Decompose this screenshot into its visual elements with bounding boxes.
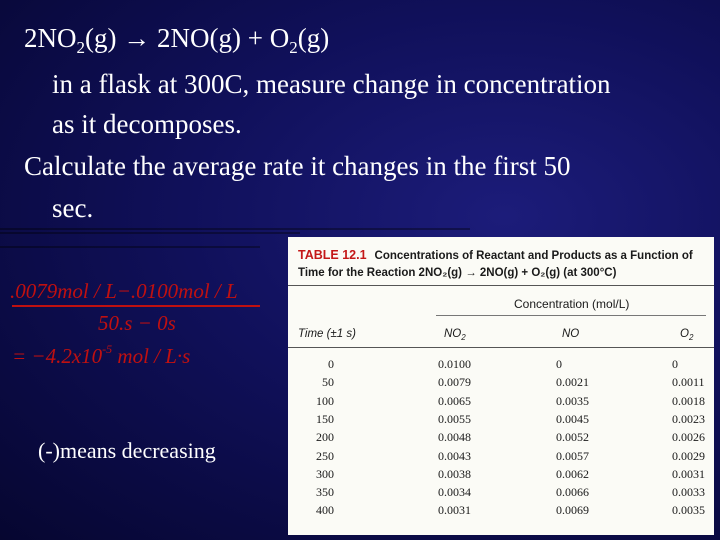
column-header-o2: $O_2$: [680, 328, 694, 342]
table-rule: [288, 347, 714, 348]
arrow-icon: →: [123, 23, 151, 53]
table-cell-no2: 0.0034: [438, 485, 471, 500]
table-cell-no2: 0.0043: [438, 448, 471, 463]
table-cell-no2: 0.0079: [438, 375, 471, 390]
table-cell-time: 350: [316, 485, 334, 500]
description-line-2: as it decomposes.: [52, 109, 242, 139]
table-caption: [298, 247, 708, 282]
table-cell-no: 0.0021: [556, 375, 589, 390]
table-cell-o2: 0.0023: [672, 411, 705, 426]
table-cell-time: 200: [316, 430, 334, 445]
table-title-line-2: Time for the Reaction 2NO₂(g) → 2NO(g) + O₂(g) (at 300°C): [298, 267, 617, 279]
table-cell-time: 100: [316, 393, 334, 408]
table-cell-no2: 0.0038: [438, 466, 471, 481]
table-cell-no2: 0.0055: [438, 411, 471, 426]
table-cell-o2: 0: [672, 357, 678, 371]
table-id: TABLE 12.1: [298, 248, 367, 262]
table-cell-o2: 0.0018: [672, 393, 705, 408]
table-cell-no: 0.0052: [556, 430, 589, 445]
column-header-no2: $NO_2$: [444, 328, 466, 342]
table-cell-time: 50: [322, 375, 334, 390]
background-streak: [0, 232, 300, 234]
rate-denominator: 50.s − 0s: [98, 311, 176, 335]
table-rule: [436, 315, 706, 316]
table-cell-o2: 0.0029: [672, 448, 705, 463]
table-cell-time: 300: [316, 466, 334, 481]
table-cell-o2: 0.0026: [672, 430, 705, 445]
table-cell-no: 0.0035: [556, 393, 589, 408]
background-streak: [0, 246, 260, 248]
fraction-bar: [12, 305, 260, 307]
table-cell-no: 0: [556, 357, 562, 371]
table-cell-o2: 0.0011: [672, 375, 705, 390]
table-cell-no2: 0.0100: [438, 357, 471, 371]
table-cell-o2: 0.0035: [672, 503, 705, 518]
table-cell-no: 0.0069: [556, 503, 589, 518]
table-cell-time: 150: [316, 411, 334, 426]
table-cell-no2: 0.0065: [438, 393, 471, 408]
reaction-equation: $2NO_2(g) \to 2NO(g) + O_2(g)$: [24, 23, 330, 57]
rate-result: = $-4.2x10^{-5}$ mol / L·s: [12, 342, 191, 368]
column-header-no: NO: [562, 328, 580, 340]
concentration-table: [288, 237, 714, 535]
background-streak: [0, 228, 470, 230]
table-cell-no: 0.0057: [556, 448, 589, 463]
table-cell-no2: 0.0048: [438, 430, 471, 445]
table-cell-o2: 0.0031: [672, 466, 705, 481]
table-cell-no: 0.0045: [556, 411, 589, 426]
description-line-1: in a flask at 300C, measure change in concentration: [52, 69, 611, 99]
table-cell-o2: 0.0033: [672, 485, 705, 500]
table-cell-time: 250: [316, 448, 334, 463]
concentration-header: Concentration (mol/L): [514, 297, 630, 311]
table-cell-time: 0: [328, 357, 334, 371]
table-title-line-1: Concentrations of Reactant and Products as a Function of: [374, 250, 693, 262]
table-cell-no: 0.0062: [556, 466, 589, 481]
table-cell-no: 0.0066: [556, 485, 589, 500]
table-cell-no2: 0.0031: [438, 503, 471, 518]
question-line-1: Calculate the average rate it changes in the first 50: [24, 151, 571, 181]
table-rule: [288, 285, 714, 286]
question-line-2: sec.: [52, 193, 94, 223]
table-cell-time: 400: [316, 503, 334, 518]
column-header-time: Time (±1 s): [298, 328, 356, 340]
rate-numerator: .0079mol / L−.0100mol / L: [10, 279, 238, 303]
sign-note: (-)means decreasing: [38, 438, 216, 463]
